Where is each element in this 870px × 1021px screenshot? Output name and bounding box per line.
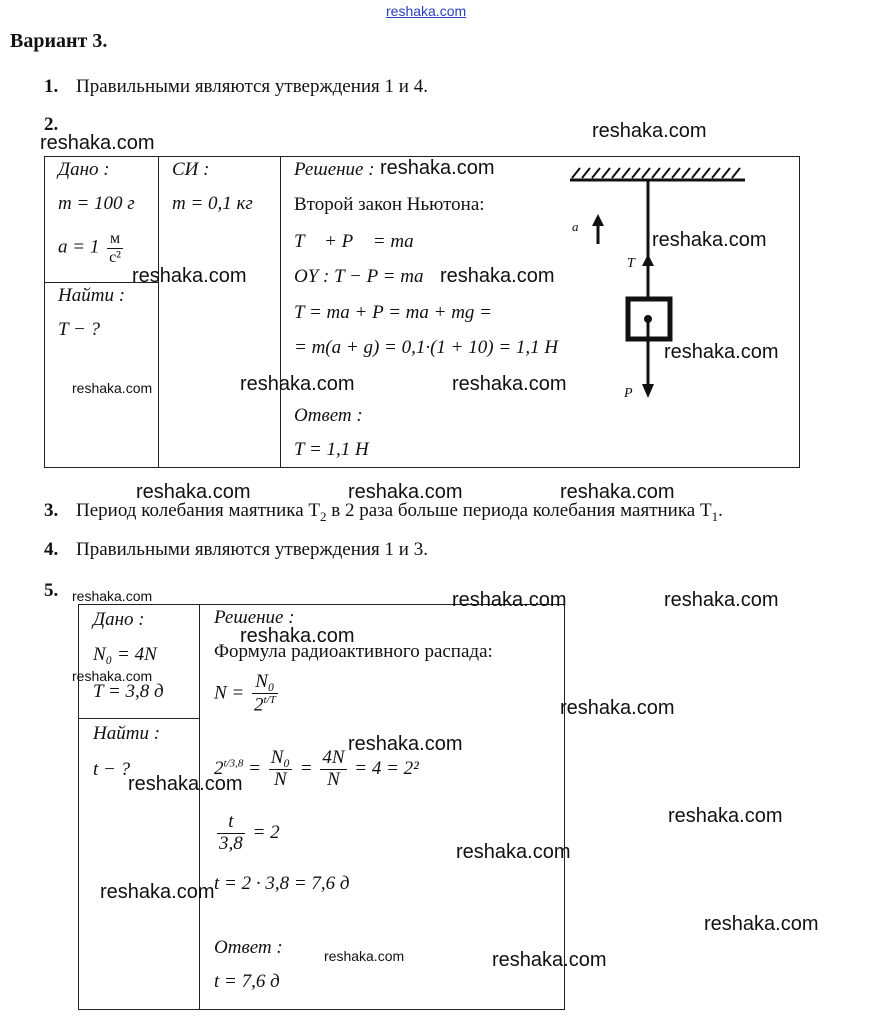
given-label: Дано : [93,609,145,630]
watermark: reshaka.com [440,265,555,287]
unit-fraction [107,230,123,266]
watermark: reshaka.com [100,881,215,903]
force-diagram [560,158,760,408]
exponent-fraction: $\frac{t}{3,8}$ [219,811,243,854]
item-number: 4. [44,539,59,560]
watermark: reshaka.com [560,481,675,503]
watermark: reshaka.com [380,157,495,179]
decay-fraction: $\frac{\text{N₀}}{2^{t/T}}$ [254,671,276,716]
ratio-fraction: $\frac{\text{N₀}}{N}$ [270,747,290,790]
given-mass: m = 100 г [58,193,135,214]
given-n0: N₀ = 4N [93,644,157,665]
item-1 [44,76,428,98]
watermark: reshaka.com [128,773,243,795]
watermark: reshaka.com [132,265,247,287]
watermark: reshaka.com [492,949,607,971]
find-label: Найти : [58,285,126,306]
watermark: reshaka.com [72,588,153,604]
watermark: reshaka.com [240,373,355,395]
tension-arrow-icon [642,254,654,266]
table-divider [158,156,159,468]
figure-label-p: P [624,386,633,401]
equation-vector: T⃗ + P⃗ = ma⃗ [294,231,429,252]
watermark: reshaka.com [664,589,779,611]
equation-ratio: $2^{t/3,8}$ = $\frac{\text{N₀}}{N}$ = $\frac{4N}{N}$ = 4 = 2² [214,747,419,790]
si-label: СИ : [172,159,210,180]
equation-exponent: $\frac{t}{3,8}$ = 2 [219,811,280,854]
decay-formula: N = $\frac{\text{N₀}}{2^{t/T}}$ [214,671,276,716]
find-label: Найти : [93,723,161,744]
watermark: reshaka.com [592,120,707,142]
item-number: 1. [44,76,59,97]
variant-title: Вариант 3. [10,30,108,52]
formula-label: Формула радиоактивного распада: [214,641,493,662]
solution-label: Решение : [294,159,375,180]
equation-tension: T = ma + P = ma + mg = [294,302,493,323]
watermark-top[interactable]: reshaka.com [386,3,467,19]
unit-denominator: с² [109,248,121,266]
watermark: reshaka.com [668,805,783,827]
watermark: reshaka.com [560,697,675,719]
watermark: reshaka.com [652,229,767,251]
answer-label: Ответ : [214,937,283,958]
equation-result: t = 2 · 3,8 = 7,6 д [214,873,350,894]
table-divider [280,156,281,468]
unit-numerator: м [107,230,123,249]
item-number: 5. [44,580,59,601]
watermark: reshaka.com [72,668,153,684]
figure-label-a: a [572,219,579,234]
given-acceleration [58,230,126,266]
watermark: reshaka.com [452,373,567,395]
watermark: reshaka.com [664,341,779,363]
acceleration-arrow-icon [592,214,604,226]
ceiling-hatch-icon [570,168,745,180]
acceleration-value: a = 1 [58,236,100,258]
watermark: reshaka.com [348,733,463,755]
watermark: reshaka.com [72,380,153,396]
figure-label-t: T [627,256,635,271]
watermark: reshaka.com [136,481,251,503]
given-label: Дано : [58,159,110,180]
watermark: reshaka.com [456,841,571,863]
find-value: t − ? [93,759,131,780]
item-4 [44,539,428,561]
answer-label: Ответ : [294,405,363,426]
watermark: reshaka.com [240,625,355,647]
solution-label: Решение : [214,607,295,628]
answer-value: t = 7,6 д [214,971,280,992]
gravity-arrow-icon [642,384,654,398]
si-mass: m = 0,1 кг [172,193,253,214]
item-text: Правильными являются утверждения 1 и 3. [76,539,428,560]
answer-value: T = 1,1 Н [294,439,369,460]
watermark: reshaka.com [348,481,463,503]
item-text: Период колебания маятника $T_2$ в 2 раза больше периода колебания маятника $T_1$. [76,500,723,524]
watermark: reshaka.com [704,913,819,935]
find-value: T − ? [58,319,101,340]
watermark: reshaka.com [324,948,405,964]
item-number: 3. [44,500,59,521]
ratio-fraction: $\frac{4N}{N}$ [322,747,345,790]
watermark: reshaka.com [40,132,155,154]
given-half-life: T = 3,8 д [93,681,164,702]
newton-law-label: Второй закон Ньютона: [294,194,485,215]
item-number: 2. [44,114,59,135]
item-text: Правильными являются утверждения 1 и 4. [76,76,428,97]
equation-projection: OY : T − P = ma [294,266,424,287]
watermark: reshaka.com [452,589,567,611]
table-divider [199,604,200,1010]
table-divider [78,718,199,719]
equation-result: = m(a + g) = 0,1·(1 + 10) = 1,1 Н [294,337,559,358]
